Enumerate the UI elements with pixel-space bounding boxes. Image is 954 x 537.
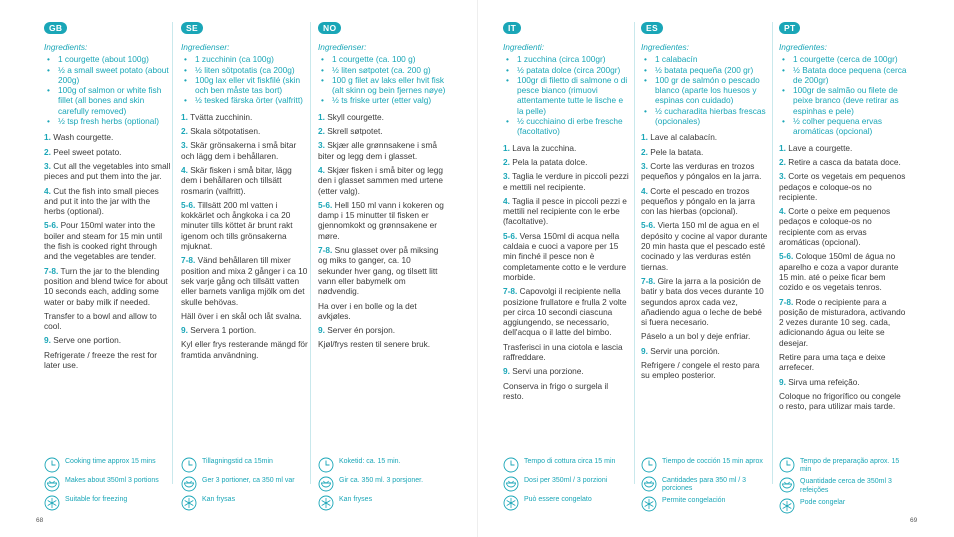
- method-step: [181, 311, 309, 321]
- step-text: Versa 150ml di acqua nella caldaia e cuoci a vapore per 15 min finché il pesce non è completamente cotto e le verdure morbide.: [503, 230, 627, 282]
- method-step: [318, 112, 446, 122]
- step-number: 1.: [641, 132, 648, 143]
- step-number: 3.: [503, 171, 510, 182]
- step-text: Tvätta zucchinin.: [187, 111, 253, 122]
- method-step: [641, 220, 769, 271]
- step-text: Wash courgette.: [50, 132, 114, 143]
- step-text: Vänd behållaren till mixer position and mixa 2 gånger i ca 10 sek varje gång och tillsätt vatten eller barnets vanliga mjölk om det skulle behövas.: [181, 255, 308, 307]
- step-number: 3.: [641, 160, 648, 171]
- clock-icon: [44, 457, 65, 473]
- footer-text: Ger 3 portioner, ca 350 ml var: [202, 477, 295, 484]
- footer-text: Cooking time approx 15 mins: [65, 458, 156, 465]
- method-step: [641, 346, 769, 356]
- bowl-icon: [503, 476, 524, 492]
- recipe-column-se: [181, 22, 309, 364]
- step-number: 5-6.: [641, 220, 656, 231]
- step-number: 4.: [181, 164, 188, 175]
- method-step: [503, 366, 631, 376]
- ingredient-item: • 100g lax eller vit fiskfilé (skin och ben måste tas bort): [181, 75, 309, 96]
- step-text: Servi una porzione.: [509, 366, 584, 377]
- language-badge: PT: [779, 22, 800, 34]
- ingredients-list: [779, 54, 907, 136]
- step-text: Cut the fish into small pieces and put it into the jar with the herbs (optional).: [44, 185, 159, 217]
- method-step: [181, 126, 309, 136]
- step-text: Servir una porción.: [647, 345, 720, 356]
- footer-text: Tiempo de cocción 15 min aprox: [662, 458, 763, 465]
- method-step: [503, 231, 631, 282]
- step-text: Vierta 150 ml de agua en el depósito y cocine al vapor durante 20 min hasta que el pescado esté cocinado y las verduras estén tiernas.: [641, 220, 768, 272]
- step-number: 3.: [181, 140, 188, 151]
- method-step: [44, 161, 172, 182]
- method-step: [779, 297, 907, 348]
- step-number: 1.: [181, 111, 188, 122]
- method-step: [181, 165, 309, 196]
- step-text: Corte o peixe em pequenos pedaços e coloque-os no recipiente com as ervas aromáticas (opcional).: [779, 206, 891, 248]
- step-text: Pela la patata dolce.: [509, 156, 588, 167]
- ingredients-title: Ingredientes:: [641, 42, 689, 52]
- ingredient-item: • ½ tsp fresh herbs (optional): [44, 116, 172, 126]
- footer-text: Tempo de preparação aprox. 15 min: [800, 458, 900, 474]
- step-text: Pele la batata.: [647, 146, 704, 157]
- ingredients-list: [44, 54, 172, 126]
- ingredient-item: • ½ tesked färska örter (valfritt): [181, 95, 309, 105]
- clock-icon: [641, 457, 662, 473]
- ingredient-item: • 100 gr de salmón o pescado blanco (aparte los huesos y espinas con cuidado): [641, 75, 769, 106]
- step-number: 9.: [181, 325, 188, 336]
- step-number: 5-6.: [44, 220, 59, 231]
- step-number: 4.: [503, 195, 510, 206]
- ingredient-item: • ½ Batata doce pequena (cerca de 200gr): [779, 65, 907, 86]
- footer-text: Dosi per 350ml / 3 porzioni: [524, 477, 608, 484]
- method-step: [503, 381, 631, 402]
- footer-text: Può essere congelato: [524, 496, 592, 503]
- method-step: [779, 157, 907, 167]
- method-step: [44, 350, 172, 371]
- ingredient-item: • ½ batata pequeña (200 gr): [641, 65, 769, 75]
- method-step: [181, 140, 309, 161]
- step-number: 5-6.: [779, 251, 794, 262]
- ingredient-item: • ½ liten sötpotatis (ca 200g): [181, 65, 309, 75]
- method-step: [181, 339, 309, 360]
- method-step: [44, 186, 172, 217]
- method-step: [641, 161, 769, 182]
- page-number-right: 69: [910, 517, 918, 524]
- step-text: Skär grönsakerna i små bitar och lägg dem i behållaren.: [181, 140, 297, 161]
- step-text: Trasferisci in una ciotola e lascia raffreddare.: [503, 341, 623, 363]
- step-text: Refrigere / congele el resto para su empleo posterior.: [641, 360, 760, 381]
- language-badge: NO: [318, 22, 341, 34]
- method-step: [779, 206, 907, 247]
- step-number: 9.: [44, 335, 51, 346]
- method-step: [181, 200, 309, 251]
- recipe-footer: [641, 457, 769, 515]
- step-text: Servera 1 portion.: [187, 325, 257, 336]
- ingredients-list: [318, 54, 446, 105]
- method-step: [641, 132, 769, 142]
- method-step: [641, 186, 769, 217]
- footer-time: [181, 457, 309, 473]
- step-number: 3.: [779, 171, 786, 182]
- bowl-icon: [641, 476, 662, 492]
- step-text: Transfer to a bowl and allow to cool.: [44, 310, 157, 332]
- method-step: [779, 377, 907, 387]
- ingredient-item: • 100gr de salmão ou filete de peixe branco (deve retirar as espinhas e pele): [779, 85, 907, 116]
- method-step: [779, 143, 907, 153]
- method-step: [318, 165, 446, 196]
- step-text: Serve one portion.: [50, 335, 122, 346]
- column-divider: [634, 22, 635, 484]
- method-step: [779, 391, 907, 412]
- footer-text: Pode congelar: [800, 498, 846, 506]
- method-step: [44, 220, 172, 261]
- method-step: [318, 301, 446, 322]
- snowflake-icon: [318, 495, 339, 511]
- ingredient-item: • 1 zucchina (circa 100gr): [503, 54, 631, 64]
- bowl-icon: [181, 476, 202, 492]
- ingredient-item: • 1 zucchinin (ca 100g): [181, 54, 309, 64]
- step-text: Kjøl/frys resten til senere bruk.: [318, 339, 431, 350]
- step-text: Corte las verduras en trozos pequeños y póngalos en la jarra.: [641, 160, 762, 182]
- method-step: [181, 112, 309, 122]
- footer-text: Permite congelación: [662, 497, 726, 505]
- ingredients-title: Ingredienser:: [181, 42, 230, 52]
- language-badge: IT: [503, 22, 521, 34]
- method-step: [44, 147, 172, 157]
- ingredient-item: • 100 g filet av laks eller hvit fisk (alt skinn og bein fjernes nøye): [318, 75, 446, 96]
- column-divider: [772, 22, 773, 484]
- step-text: Ha over i en bolle og la det avkjøles.: [318, 300, 417, 321]
- clock-icon: [503, 457, 524, 473]
- step-text: Retire a casca da batata doce.: [785, 156, 901, 167]
- ingredient-item: • ½ a small sweet potato (about 200g): [44, 65, 172, 86]
- bowl-icon: [44, 476, 65, 492]
- method-step: [641, 360, 769, 381]
- step-number: 9.: [641, 345, 648, 356]
- ingredient-item: • ½ colher pequena ervas aromáticas (opcional): [779, 116, 907, 137]
- method-step: [318, 245, 446, 296]
- step-number: 4.: [641, 185, 648, 196]
- step-number: 7-8.: [779, 296, 794, 307]
- step-number: 7-8.: [44, 265, 59, 276]
- step-text: Cut all the vegetables into small pieces and put them into the jar.: [44, 160, 171, 182]
- ingredients-list: [641, 54, 769, 126]
- ingredient-item: • ½ cucchiaino di erbe fresche (facoltativo): [503, 116, 631, 137]
- method-step: [318, 339, 446, 349]
- step-number: 3.: [44, 160, 51, 171]
- recipe-footer: [181, 457, 309, 514]
- step-number: 5-6.: [503, 230, 518, 241]
- recipe-footer: [318, 457, 446, 514]
- step-text: Taglia il pesce in piccoli pezzi e mettili nel recipiente con le erbe (facoltative).: [503, 195, 627, 227]
- step-text: Skyll courgette.: [324, 111, 384, 122]
- step-text: Corte el pescado en trozos pequeños y póngalo en la jarra con las hierbas (opcional).: [641, 185, 755, 217]
- step-text: Lava la zucchina.: [509, 142, 577, 153]
- step-text: Skjær fisken i små biter og legg den i glasset sammen med urtene (etter valg).: [318, 164, 443, 196]
- step-number: 2.: [318, 126, 325, 137]
- step-number: 4.: [44, 185, 51, 196]
- footer-portions: [44, 476, 172, 492]
- recipe-footer: [44, 457, 172, 514]
- page-number-left: 68: [36, 517, 44, 524]
- step-number: 2.: [181, 126, 188, 137]
- ingredient-item: • 1 calabacín: [641, 54, 769, 64]
- step-number: 4.: [318, 164, 325, 175]
- step-text: Skrell søtpotet.: [324, 126, 383, 137]
- recipe-column-it: [503, 22, 631, 405]
- step-number: 7-8.: [641, 275, 656, 286]
- ingredient-item: • ½ ts friske urter (etter valg): [318, 95, 446, 105]
- step-text: Server én porsjon.: [324, 325, 396, 336]
- method-step: [503, 286, 631, 337]
- method-step: [503, 143, 631, 153]
- step-number: 1.: [318, 111, 325, 122]
- method-step: [641, 331, 769, 341]
- step-number: 3.: [318, 140, 325, 151]
- ingredient-item: • ½ patata dolce (circa 200gr): [503, 65, 631, 75]
- step-number: 7-8.: [318, 245, 333, 256]
- step-number: 1.: [779, 142, 786, 153]
- ingredients-list: [181, 54, 309, 105]
- step-number: 9.: [503, 366, 510, 377]
- ingredient-item: • 100gr di filetto di salmone o di pesce bianco (rimuovi attentamente tutte le lische e la pelle): [503, 75, 631, 116]
- method-step: [779, 171, 907, 202]
- step-text: Coloque no frigorífico ou congele o resto, para utilizar mais tarde.: [779, 390, 901, 412]
- footer-time: [779, 457, 907, 474]
- step-text: Lave a courgette.: [785, 142, 853, 153]
- recipe-column-pt: [779, 22, 907, 416]
- method-step: [503, 171, 631, 192]
- step-number: 5-6.: [318, 199, 333, 210]
- footer-portions: [779, 477, 907, 494]
- method-step: [641, 276, 769, 327]
- method-step: [641, 147, 769, 157]
- method-step: [779, 251, 907, 292]
- page-fold: [477, 0, 478, 537]
- snowflake-icon: [779, 498, 800, 514]
- ingredients-title: Ingredientes:: [779, 42, 827, 52]
- step-text: Conserva in frigo o surgela il resto.: [503, 380, 609, 401]
- step-text: Rode o recipiente para a posição de misturadora, activando 2 vezes durante 10 seg. cada, adicionando água ou leite se desejar.: [779, 296, 906, 348]
- footer-text: Tempo di cottura circa 15 min: [524, 458, 616, 465]
- step-number: 2.: [44, 146, 51, 157]
- column-divider: [172, 22, 173, 484]
- language-badge: SE: [181, 22, 203, 34]
- method-step: [318, 140, 446, 161]
- bowl-icon: [779, 477, 800, 493]
- ingredients-title: Ingredienser:: [318, 42, 367, 52]
- footer-portions: [641, 476, 769, 493]
- language-badge: ES: [641, 22, 663, 34]
- step-text: Tillsätt 200 ml vatten i kokkärlet och ångkoka i ca 20 minuter tills köttet är brunt rakt igenom och tills grönsakerna mjuknat.: [181, 199, 293, 252]
- step-number: 1.: [503, 142, 510, 153]
- step-text: Refrigerate / freeze the rest for later use.: [44, 349, 157, 371]
- method-step: [318, 200, 446, 241]
- footer-freeze: [641, 496, 769, 512]
- ingredients-title: Ingredienti:: [503, 42, 545, 52]
- step-number: 7-8.: [181, 255, 196, 266]
- step-text: Skala sötpotatisen.: [187, 126, 261, 137]
- footer-time: [44, 457, 172, 473]
- method-step: [44, 266, 172, 307]
- snowflake-icon: [503, 495, 524, 511]
- footer-portions: [503, 476, 631, 492]
- footer-text: Quantidade cerca de 350ml 3 refeições: [800, 478, 892, 494]
- clock-icon: [318, 457, 339, 473]
- footer-text: Koketid: ca. 15 min.: [339, 458, 401, 465]
- method-step: [44, 132, 172, 142]
- step-text: Taglia le verdure in piccoli pezzi e mettili nel recipiente.: [503, 171, 629, 192]
- step-text: Gire la jarra a la posición de batir y bata dos veces durante 10 segundos aprox cada vez, añadiendo agua o leche de bebé si fuera necesario.: [641, 275, 764, 328]
- footer-text: Kan fryses: [339, 496, 373, 503]
- step-text: Häll över i en skål och låt svalna.: [181, 310, 302, 321]
- footer-text: Makes about 350ml 3 portions: [65, 477, 159, 484]
- step-text: Peel sweet potato.: [50, 146, 122, 157]
- step-number: 9.: [779, 376, 786, 387]
- method-step: [181, 325, 309, 335]
- footer-text: Kan frysas: [202, 496, 236, 503]
- recipe-footer: [503, 457, 631, 514]
- step-text: Turn the jar to the blending position and blend twice for about 10 seconds each, adding some water or baby milk if needed.: [44, 265, 168, 307]
- step-text: Hell 150 ml vann i kokeren og damp i 15 minutter til fisken er gjennomkokt og grønnsakene er møre.: [318, 199, 444, 241]
- ingredients-title: Ingredients:: [44, 42, 88, 52]
- method-step: [181, 255, 309, 306]
- step-number: 7-8.: [503, 286, 518, 297]
- ingredient-item: • 100g of salmon or white fish fillet (all bones and skin carefully removed): [44, 85, 172, 116]
- step-text: Lave al calabacín.: [647, 132, 718, 143]
- footer-portions: [181, 476, 309, 492]
- language-badge: GB: [44, 22, 67, 34]
- step-text: Skär fisken i små bitar, lägg dem i behållaren och tillsätt rosmarin (valfritt).: [181, 164, 292, 196]
- snowflake-icon: [44, 495, 65, 511]
- step-text: Páselo a un bol y deje enfriar.: [641, 331, 751, 342]
- footer-time: [503, 457, 631, 473]
- method-step: [44, 335, 172, 345]
- recipe-footer: [779, 457, 907, 517]
- step-number: 2.: [641, 146, 648, 157]
- footer-freeze: [181, 495, 309, 511]
- step-text: Pour 150ml water into the boiler and steam for 15 min until the fish is cooked right through and the vegetables are tender.: [44, 220, 163, 262]
- recipe-column-gb: [44, 22, 172, 374]
- bowl-icon: [318, 476, 339, 492]
- footer-time: [641, 457, 769, 473]
- method-step: [779, 352, 907, 373]
- footer-text: Suitable for freezing: [65, 496, 128, 503]
- clock-icon: [181, 457, 202, 473]
- footer-time: [318, 457, 446, 473]
- footer-text: Cantidades para 350 ml / 3 porciones: [662, 477, 747, 493]
- ingredients-list: [503, 54, 631, 136]
- method-step: [318, 325, 446, 335]
- clock-icon: [779, 457, 800, 473]
- ingredient-item: • ½ cucharadita hierbas frescas (opcionales): [641, 106, 769, 127]
- ingredient-item: • 1 courgette (cerca de 100gr): [779, 54, 907, 64]
- step-number: 9.: [318, 325, 325, 336]
- step-text: Sirva uma refeição.: [785, 376, 860, 387]
- footer-text: Tillagningstid ca 15min: [202, 458, 273, 465]
- method-step: [503, 157, 631, 167]
- recipe-column-no: [318, 22, 446, 354]
- column-divider: [310, 22, 311, 484]
- footer-freeze: [44, 495, 172, 511]
- step-number: 1.: [44, 132, 51, 143]
- footer-freeze: [318, 495, 446, 511]
- snowflake-icon: [641, 496, 662, 512]
- ingredient-item: • 1 courgette (ca. 100 g): [318, 54, 446, 64]
- footer-freeze: [503, 495, 631, 511]
- footer-freeze: [779, 498, 907, 514]
- step-number: 5-6.: [181, 199, 196, 210]
- step-number: 2.: [503, 156, 510, 167]
- step-text: Skjær alle grønnsakene i små biter og legg dem i glasset.: [318, 140, 437, 161]
- step-text: Kyl eller frys resterande mängd för framtida användning.: [181, 339, 308, 360]
- step-text: Retire para uma taça e deixe arrefecer.: [779, 352, 886, 373]
- step-text: Coloque 150ml de água no aparelho e coza a vapor durante 15 min. até o peixe ficar bem cozido e os vegetais tenros.: [779, 251, 899, 293]
- recipe-column-es: [641, 22, 769, 385]
- step-text: Capovolgi il recipiente nella posizione frullatore e frulla 2 volte per circa 10 secondi ciascuna aggiungendo, se necessario, dell'acqua o il latte del bimbo.: [503, 286, 627, 338]
- step-number: 4.: [779, 206, 786, 217]
- ingredient-item: • 1 courgette (about 100g): [44, 54, 172, 64]
- method-step: [503, 342, 631, 363]
- ingredient-item: • ½ liten søtpotet (ca. 200 g): [318, 65, 446, 75]
- footer-text: Gir ca. 350 ml. 3 porsjoner.: [339, 477, 424, 484]
- method-step: [44, 311, 172, 332]
- footer-portions: [318, 476, 446, 492]
- step-text: Snu glasset over på miksing og miks to ganger, ca. 10 sekunder hver gang, og tilsett litt vann eller babymelk om nødvendig.: [318, 245, 439, 297]
- method-step: [503, 196, 631, 227]
- method-step: [318, 126, 446, 136]
- snowflake-icon: [181, 495, 202, 511]
- step-text: Corte os vegetais em pequenos pedaços e coloque-os no recipiente.: [779, 171, 906, 202]
- step-number: 2.: [779, 156, 786, 167]
